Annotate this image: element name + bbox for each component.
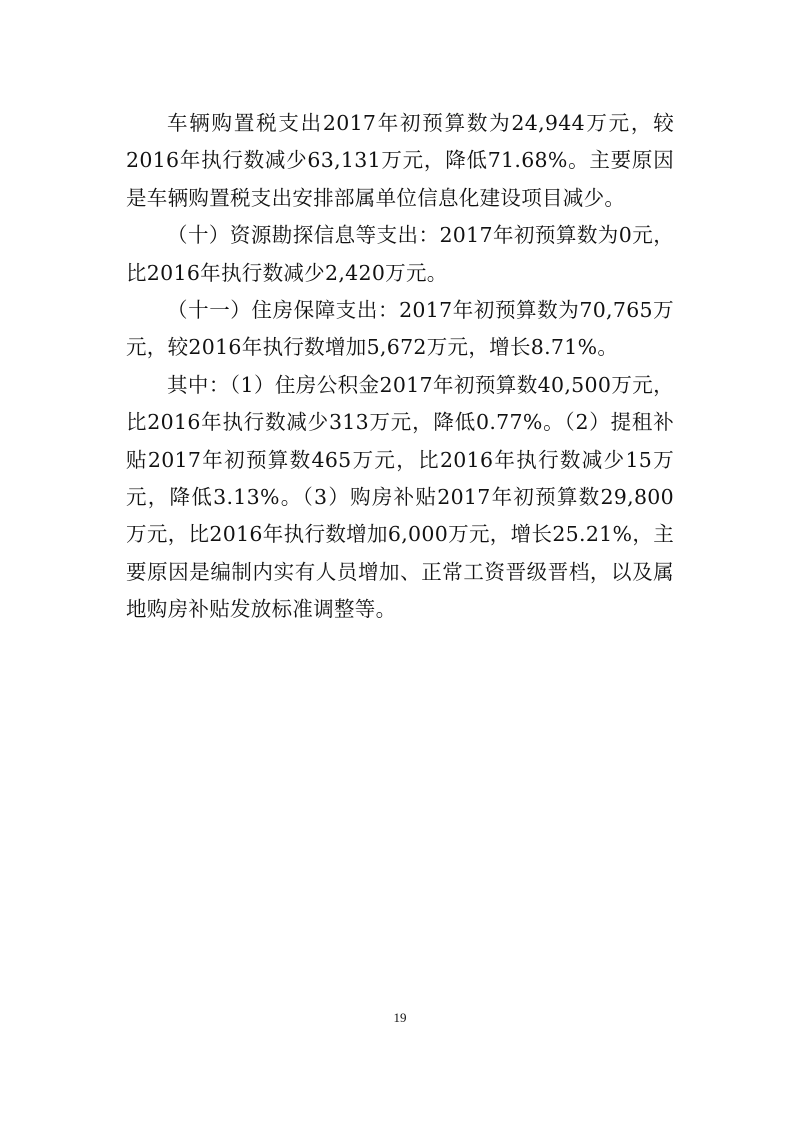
document-body <box>126 105 674 629</box>
paragraph-resource-exploration: （十）资源勘探信息等支出：2017年初预算数为0元，比2016年执行数减少2,420万元。 <box>126 223 674 285</box>
paragraph-housing-security: （十一）住房保障支出：2017年初预算数为70,765万元，较2016年执行数增加5,672万元，增长8.71%。 <box>126 298 674 360</box>
paragraph-vehicle-purchase-tax: 车辆购置税支出2017年初预算数为24,944万元，较2016年执行数减少63,131万元，降低71.68%。主要原因是车辆购置税支出安排部属单位信息化建设项目减少。 <box>126 111 674 210</box>
page-number: 19 <box>393 1010 407 1025</box>
paragraph-housing-breakdown: 其中：（1）住房公积金2017年初预算数40,500万元，比2016年执行数减少313万元，降低0.77%。（2）提租补贴2017年初预算数465万元，比2016年执行数减少15万元，降低3.13%。（3）购房补贴2017年初预算数29,800万元，比2016年执行数增加6,000万元，增长25.21%，主要原因是编制内实有人员增加、正常工资晋级晋档，以及属地购房补贴发放标准调整等。 <box>126 372 674 622</box>
